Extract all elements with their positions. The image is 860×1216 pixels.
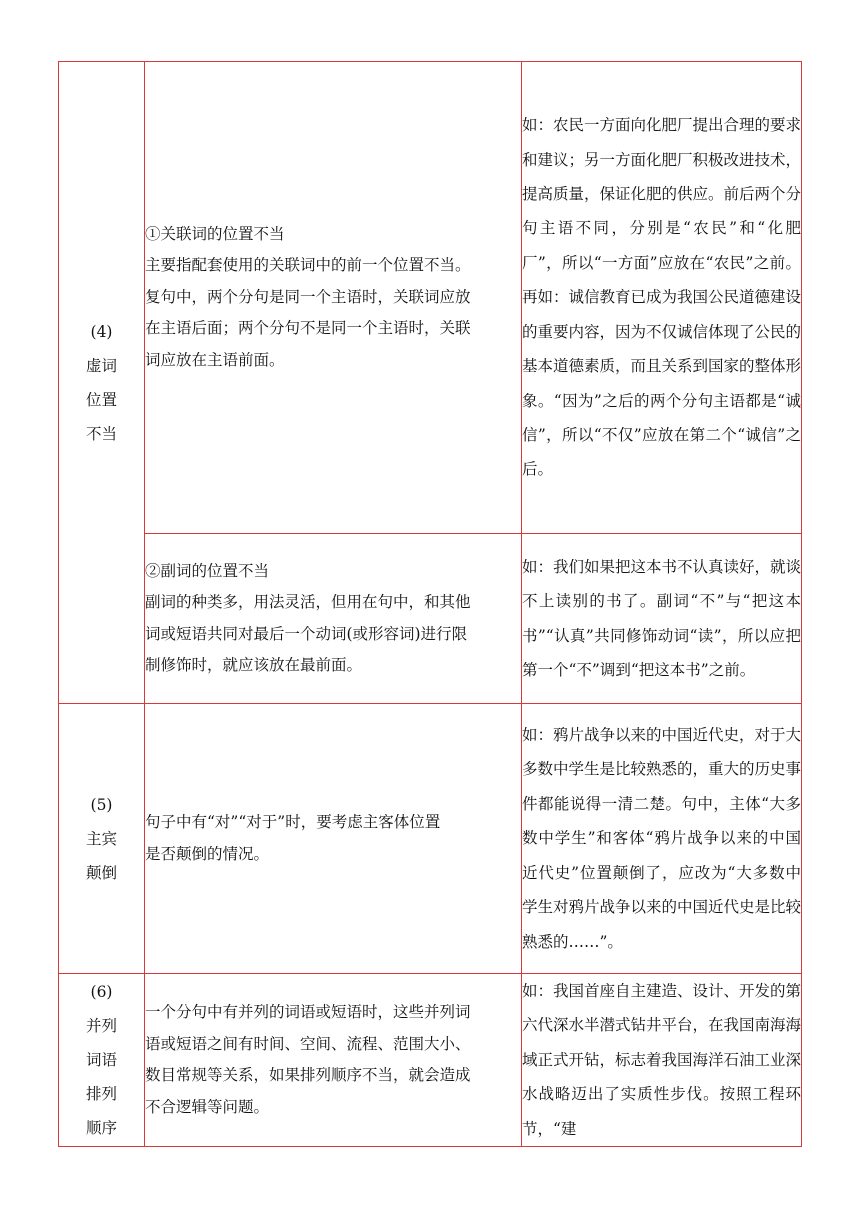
category-cell xyxy=(59,974,145,1147)
table-row xyxy=(59,974,802,1147)
rule-cell xyxy=(145,62,522,534)
category-name-line: 颠倒 xyxy=(85,863,117,882)
category-name-line: 位置 xyxy=(85,390,117,409)
rule-line: 一个分句中有并列的词语或短语时，这些并列词 xyxy=(145,1003,471,1022)
rule-line: 不合逻辑等问题。 xyxy=(145,1097,270,1116)
rule-line: 在主语后面；两个分句不是同一个主语时，关联 xyxy=(145,319,471,338)
rule-line: 制修饰时，就应该放在最前面。 xyxy=(145,656,363,674)
rule-title: ①关联词的位置不当 xyxy=(145,224,285,243)
category-name-line: 排列 xyxy=(85,1085,117,1104)
rule-line: 主要指配套使用的关联词中的前一个位置不当。 xyxy=(145,256,471,275)
rule-title: ②副词的位置不当 xyxy=(145,561,270,580)
category-number: (5) xyxy=(90,795,113,814)
example-cell: 如：鸦片战争以来的中国近代史，对于大多数中学生是比较熟悉的，重大的历史事件都能说得一清二楚。句中，主体“大多数中学生”和客体“鸦片战争以来的中国近代史”位置颠倒了，应改为“大多数中学生对鸦片战争以来的中国近代史是比较熟悉的……”。 xyxy=(522,704,802,974)
category-name-line: 词语 xyxy=(85,1051,117,1070)
category-name-line: 虚词 xyxy=(85,356,117,375)
rule-line: 词应放在主语前面。 xyxy=(145,350,285,369)
table-row xyxy=(59,534,802,704)
category-name-line: 并列 xyxy=(85,1017,117,1036)
category-cell xyxy=(59,704,145,974)
rule-line: 词或短语共同对最后一个动词(或形容词)进行限 xyxy=(145,624,468,643)
grammar-error-table xyxy=(58,61,802,1147)
category-name-line: 不当 xyxy=(85,424,117,443)
category-cell xyxy=(59,62,145,704)
rule-line: 数目常规等关系，如果排列顺序不当，就会造成 xyxy=(145,1066,471,1085)
example-cell: 如：我国首座自主建造、设计、开发的第六代深水半潜式钻井平台，在我国南海海域正式开钻，标志着我国海洋石油工业深水战略迈出了实质性步伐。按照工程环节，“建 xyxy=(522,974,802,1147)
category-number: (4) xyxy=(90,322,113,341)
example-cell: 如：农民一方面向化肥厂提出合理的要求和建议；另一方面化肥厂积极改进技术，提高质量，保证化肥的供应。前后两个分句主语不同，分别是“农民”和“化肥厂”，所以“一方面”应放在“农民”之前。再如：诚信教育已成为我国公民道德建设的重要内容，因为不仅诚信体现了公民的基本道德素质，而且关系到国家的整体形象。“因为”之后的两个分句主语都是“诚信”，所以“不仅”应放在第二个“诚信”之后。 xyxy=(522,62,802,534)
category-number: (6) xyxy=(90,983,113,1002)
example-cell: 如：我们如果把这本书不认真读好，就谈不上读别的书了。副词“不”与“把这本书”“认真”共同修饰动词“读”，所以应把第一个“不”调到“把这本书”之前。 xyxy=(522,534,802,704)
category-name-line: 顺序 xyxy=(85,1119,117,1138)
rule-cell xyxy=(145,704,522,974)
table-row xyxy=(59,704,802,974)
rule-line: 语或短语之间有时间、空间、流程、范围大小、 xyxy=(145,1034,471,1053)
rule-cell xyxy=(145,974,522,1147)
category-name-line: 主宾 xyxy=(85,829,117,848)
rule-line: 句子中有“对”“对于”时，要考虑主客体位置 xyxy=(145,813,441,831)
rule-line: 是否颠倒的情况。 xyxy=(145,844,270,863)
rule-cell xyxy=(145,534,522,704)
rule-line: 复句中，两个分句是同一个主语时，关联词应放 xyxy=(145,287,471,306)
table-row xyxy=(59,62,802,534)
rule-line: 副词的种类多，用法灵活，但用在句中，和其他 xyxy=(145,593,471,611)
